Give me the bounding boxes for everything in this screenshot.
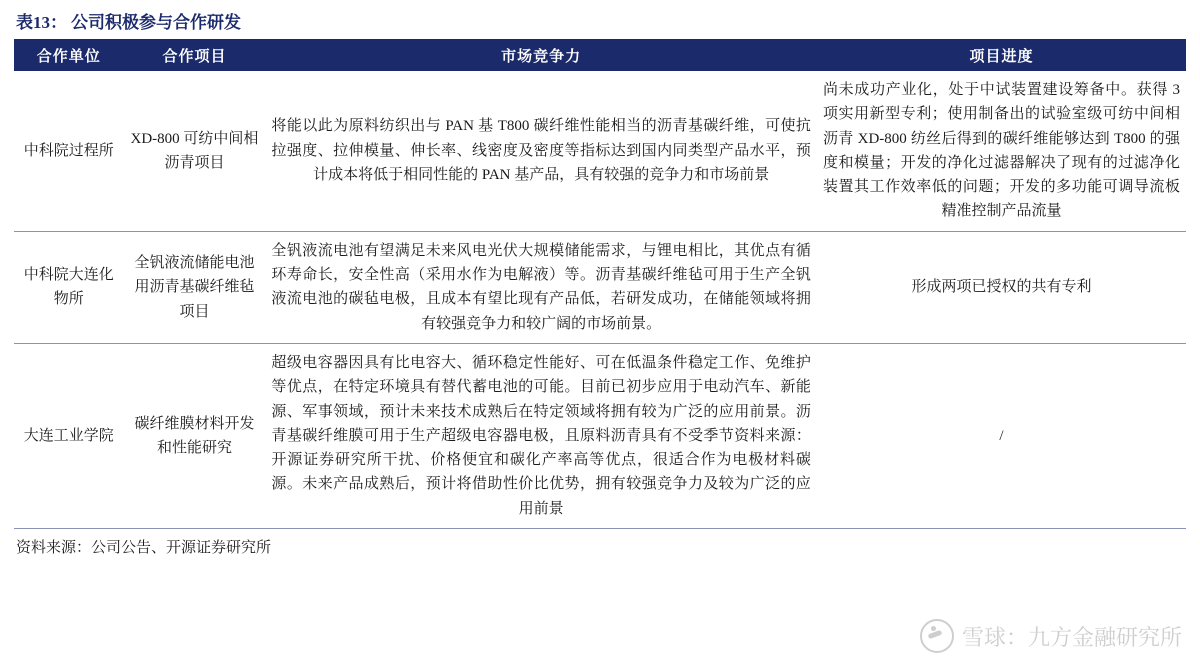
- cell-competitiveness: 全钒液流电池有望满足未来风电光伏大规模储能需求，与锂电相比，其优点有循环寿命长，安全性高（采用水作为电解液）等。沥青基碳纤维毡可用于生产全钒液流电池的碳毡电极，且成本有望比现有产品低，若研发成功，在储能领域将拥有较强竞争力和较广阔的市场前景。: [265, 231, 817, 343]
- source-footnote: 资料来源：公司公告、开源证券研究所: [16, 540, 272, 557]
- table-body: [14, 71, 1186, 529]
- table-title-text: 公司积极参与合作研发: [71, 13, 241, 32]
- table-row: [14, 71, 1186, 231]
- cell-project: 碳纤维膜材料开发和性能研究: [123, 343, 265, 528]
- cell-unit: 中科院过程所: [14, 71, 123, 231]
- table-title: [14, 0, 1186, 41]
- table-row: [14, 343, 1186, 528]
- watermark: [920, 619, 1182, 653]
- cell-competitiveness: 将能以此为原料纺织出与 PAN 基 T800 碳纤维性能相当的沥青基碳纤维，可使抗拉强度、拉伸模量、伸长率、线密度及密度等指标达到国内同类型产品水平，预计成本将低于相同性能的 PAN 基产品，具有较强的竞争力和市场前景: [265, 71, 817, 231]
- cell-unit: 中科院大连化物所: [14, 231, 123, 343]
- cell-progress: /: [817, 343, 1186, 528]
- column-header-unit: 合作单位: [14, 41, 123, 71]
- cooperation-table: [14, 41, 1186, 529]
- cell-project: 全钒液流储能电池用沥青基碳纤维毡项目: [123, 231, 265, 343]
- table-header-row: [14, 41, 1186, 71]
- table-header: [14, 41, 1186, 71]
- snowball-logo-icon: [920, 619, 954, 653]
- cell-progress: 形成两项已授权的共有专利: [817, 231, 1186, 343]
- watermark-text: 雪球：九方金融研究所: [961, 624, 1182, 650]
- column-header-project: 合作项目: [123, 41, 265, 71]
- table-row: [14, 231, 1186, 343]
- table-title-label: 表13：: [16, 13, 67, 32]
- cell-progress: 尚未成功产业化，处于中试装置建设筹备中。获得 3 项实用新型专利；使用制备出的试验室级可纺中间相沥青 XD-800 纺丝后得到的碳纤维能够达到 T800 的强度和模量；开发的净化过滤器解决了现有的过滤净化装置其工作效率低的问题；开发的多功能可调导流板精准控制产品流量: [817, 71, 1186, 231]
- cell-project: XD-800 可纺中间相沥青项目: [123, 71, 265, 231]
- column-header-progress: 项目进度: [817, 41, 1186, 71]
- cell-competitiveness: 超级电容器因具有比电容大、循环稳定性能好、可在低温条件稳定工作、免维护等优点，在特定环境具有替代蓄电池的可能。目前已初步应用于电动汽车、新能 源、军事领域，预计未来技术成熟后在特定领域将拥有较为广泛的应用前景。沥青基碳纤维膜可用于生产超级电容器电极，且原料沥青具有不受季节资料来源：开源证券研究所干扰、价格便宜和碳化产率高等优点，很适合作为电极材料碳源。未来产品成熟后，预计将借助性价比优势，拥有较强竞争力及较为广泛的应用前景: [265, 343, 817, 528]
- column-header-competitiveness: 市场竞争力: [265, 41, 817, 71]
- cell-unit: 大连工业学院: [14, 343, 123, 528]
